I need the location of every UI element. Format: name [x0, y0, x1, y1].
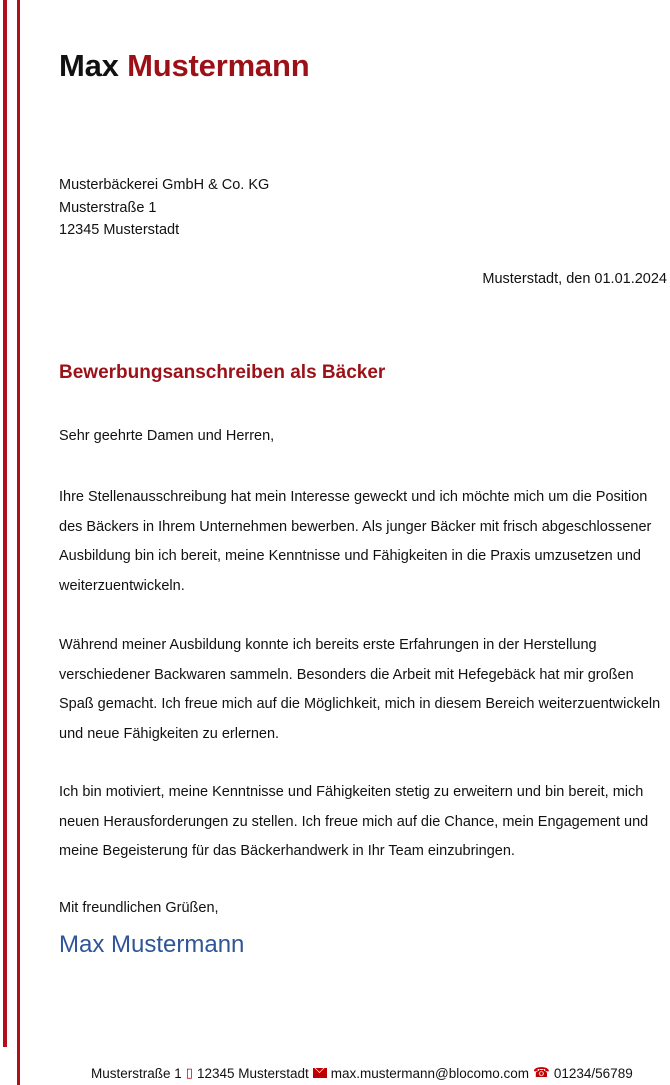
recipient-address — [59, 174, 269, 242]
left-accent-bar — [3, 0, 7, 1047]
paragraph-2: Während meiner Ausbildung konnte ich bereits erste Erfahrungen in der Herstellung verschiedener Backwaren sammeln. Besonders die Arbeit mit Hefegebäck hat mir großen Spaß gemacht. Ich freue mich auf die Möglichkeit, mich in diesem Bereich weiterzuentwickeln und neue Fähigkeiten zu erlernen. — [59, 637, 661, 742]
separator-icon: ▯ — [185, 1065, 193, 1080]
recipient-company: Musterbäckerei GmbH & Co. KG — [59, 177, 270, 193]
last-name: Mustermann — [127, 48, 310, 83]
recipient-city: 12345 Musterstadt — [59, 222, 180, 238]
footer-street: Musterstraße 1 — [91, 1065, 182, 1081]
footer-phone: 01234/56789 — [553, 1065, 633, 1081]
paragraph-1: Ihre Stellenausschreibung hat mein Interesse geweckt und ich möchte mich um die Position des Bäckers in Ihrem Unternehmen bewerben. Als junger Bäcker mit frisch abgeschlossener Ausbildung bin ich bereit, meine Kenntnisse und Fähigkeiten in die Praxis umzusetzen und weiterzuentwickeln. — [59, 489, 652, 594]
signature: Max Mustermann — [59, 931, 245, 958]
paragraph-3: Ich bin motiviert, meine Kenntnisse und Fähigkeiten stetig zu erweitern und bin bereit, mich neuen Herausforderungen zu stellen. Ich freue mich auf die Chance, mein Engagement und meine Begeisterung für das Bäckerhandwerk in Ihr Team einzubringen. — [59, 784, 649, 859]
mail-icon — [313, 1068, 327, 1078]
closing: Mit freundlichen Grüßen, — [59, 900, 219, 916]
subject-line: Bewerbungsanschreiben als Bäcker — [59, 362, 386, 383]
salutation: Sehr geehrte Damen und Herren, — [59, 428, 275, 444]
footer-city: 12345 Musterstadt — [196, 1065, 309, 1081]
recipient-street: Musterstraße 1 — [59, 199, 157, 216]
footer-contact — [91, 1065, 633, 1081]
phone-icon: ☎ — [533, 1065, 550, 1080]
footer-email: max.mustermann@blocomo.com — [330, 1065, 530, 1081]
date-line: Musterstadt, den 01.01.2024 — [482, 271, 667, 287]
applicant-name-heading — [59, 48, 309, 84]
first-name: Max — [59, 48, 119, 83]
left-accent-bar-thin — [17, 0, 20, 1085]
